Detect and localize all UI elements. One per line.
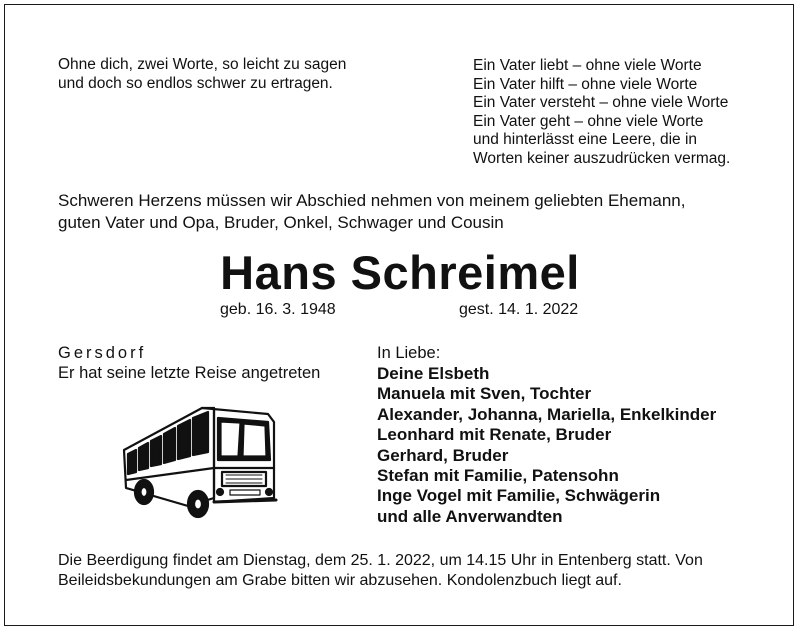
mourners-heading: In Liebe:: [377, 344, 441, 362]
mourner-entry: Inge Vogel mit Familie, Schwägerin: [377, 486, 661, 506]
birth-date: geb. 16. 3. 1948: [220, 301, 336, 318]
poem-right-line: Worten keiner auszudrücken vermag.: [473, 149, 731, 167]
funeral-notice: [58, 551, 746, 591]
mourner-entry: und alle Anverwandten: [377, 506, 563, 526]
mourner-entry: Stefan mit Familie, Patensohn: [377, 466, 619, 486]
poem-right-line: Ein Vater geht – ohne viele Worte: [473, 112, 704, 130]
poem-right: [473, 57, 730, 168]
footer-line: Beileidsbekundungen am Grabe bitten wir abzusehen. Kondolenzbuch liegt auf.: [58, 572, 622, 589]
mourner-entry: Leonhard mit Renate, Bruder: [377, 425, 612, 445]
poem-right-line: Ein Vater liebt – ohne viele Worte: [473, 57, 702, 74]
intro-line: Schweren Herzens müssen wir Abschied nehmen von meinem geliebten Ehemann,: [58, 191, 686, 210]
mourner-entry: Alexander, Johanna, Mariella, Enkelkinder: [377, 404, 717, 424]
poem-right-line: und hinterlässt eine Leere, die in: [473, 131, 698, 148]
place-name: Gersdorf: [58, 344, 147, 362]
poem-left-line: und doch so endlos schwer zu ertragen.: [58, 74, 333, 92]
poem-right-line: Ein Vater hilft – ohne viele Worte: [473, 75, 698, 93]
mourner-entry: Deine Elsbeth: [377, 364, 490, 383]
mourner-entry: Gerhard, Bruder: [377, 445, 509, 465]
mourner-entry: Manuela mit Sven, Tochter: [377, 384, 592, 404]
death-date: gest. 14. 1. 2022: [459, 301, 579, 318]
intro-line: guten Vater und Opa, Bruder, Onkel, Schwager und Cousin: [58, 213, 504, 232]
intro-text: [58, 190, 746, 234]
poem-left-line: Ohne dich, zwei Worte, so leicht zu sagen: [58, 56, 347, 73]
mourners-list: [377, 364, 716, 527]
motto: Er hat seine letzte Reise angetreten: [58, 364, 321, 382]
bus-icon: [118, 402, 280, 520]
footer-line: Die Beerdigung findet am Dienstag, dem 25. 1. 2022, um 14.15 Uhr in Entenberg statt. Von: [58, 552, 703, 569]
deceased-name: Hans Schreimel: [220, 246, 580, 299]
poem-left: [58, 56, 346, 93]
poem-right-line: Ein Vater versteht – ohne viele Worte: [473, 94, 729, 111]
